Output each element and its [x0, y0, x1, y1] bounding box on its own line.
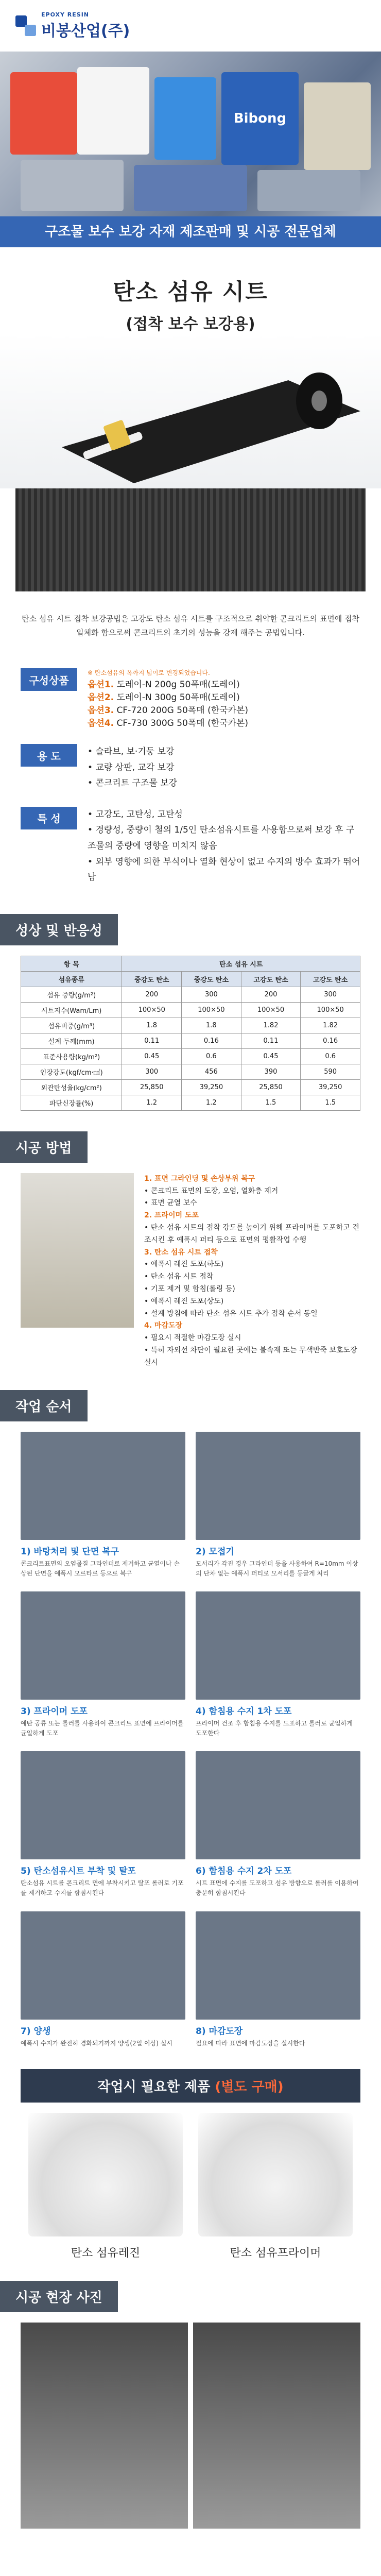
table-row: 인장강도(kgf/cm·㎟) 300 456 390 590: [21, 1064, 360, 1079]
composition-list: [88, 668, 360, 728]
process-step: [21, 1432, 185, 1579]
process-step-desc: 모서리가 각진 경우 그라인더 등을 사용하여 R=10mm 이상의 단차 없는 예폭시 퍼티로 모서리를 둥글게 처리: [196, 1560, 358, 1577]
site-photos: [21, 2323, 360, 2529]
product-title: 탄소 섬유 시트: [113, 279, 268, 305]
site-title: 시공 현장 사진: [0, 2281, 118, 2312]
usage-item: • 교량 상판, 교각 보강: [88, 762, 175, 773]
brand-label: Bibong: [221, 72, 299, 165]
process-step-photo: [196, 1911, 360, 2020]
product-item: 탄소 섬유레진: [28, 2113, 183, 2260]
table-row: 표준사용량(kg/m²) 0.45 0.6 0.45 0.6: [21, 1048, 360, 1064]
method-step-item: • 표면 균열 보수: [144, 1199, 197, 1208]
product-subtitle: (접착 보수 보강용): [126, 315, 255, 333]
feature-item: • 경량성, 중량이 철의 1/5인 탄소섬유시트를 사용함으로써 보강 후 구조물의 중량에 영향을 미치지 않음: [88, 825, 355, 851]
features-section: [0, 799, 381, 893]
process-step-photo: [196, 1591, 360, 1700]
option-item: 옵션3. CF-720 200G 50폭매 (한국카본): [88, 705, 249, 716]
table-row: 외관탄성율(kg/cm²) 25,850 39,250 25,850 39,250: [21, 1079, 360, 1095]
process-step-photo: [21, 1911, 185, 2020]
resin-image: [28, 2113, 183, 2236]
process-step-title: 3) 프라이머 도포: [21, 1706, 88, 1717]
fabric-closeup-photo: [15, 488, 366, 591]
process-step-desc: 필요에 따라 표면에 마감도장을 실시한다: [196, 2039, 305, 2047]
site-photo: [193, 2323, 360, 2529]
banner-photo: [0, 52, 381, 216]
logo: [41, 11, 130, 41]
process-step: [21, 1591, 185, 1738]
method-step-title: 3. 탄소 섬유 시트 접착: [144, 1248, 218, 1257]
process-step-desc: 예폭시 수지가 완전히 경화되기까지 양생(2일 이상) 실시: [21, 2039, 172, 2047]
page-spacer: [0, 2529, 381, 2576]
carbon-roll-image: [0, 334, 381, 488]
table-row: 섬유비중(g/m³) 1.8 1.8 1.82 1.82: [21, 1018, 360, 1033]
method-step-title: 1. 표면 그라인딩 및 손상부위 복구: [144, 1174, 255, 1183]
roll-photo: [0, 334, 381, 488]
process-step: [196, 1911, 360, 2048]
properties-title: 성상 및 반응성: [0, 914, 118, 945]
process-step-desc: 탄소섬유 시트를 콘크리트 면에 부착시키고 탈포 롤러로 기포를 제거하고 수지를 함침시킨다: [21, 1879, 184, 1897]
process-step-title: 4) 함침용 수지 1차 도포: [196, 1706, 292, 1717]
table-row: 섬유 중량(g/m²) 200 300 200 300: [21, 987, 360, 1002]
method-step-item: • 필요시 적절한 마감도장 실시: [144, 1334, 241, 1343]
site-photo: [21, 2323, 188, 2529]
process-step-desc: 예탄 공류 또는 롤러를 사용하여 콘크리트 표면에 프라이머를 균일하게 도포: [21, 1719, 184, 1737]
process-steps: [21, 1432, 360, 2048]
method-step-item: • 예폭시 레진 도포(하도): [144, 1260, 224, 1269]
product-item: 탄소 섬유프라이머: [198, 2113, 353, 2260]
option-item: 옵션2. 도레이-N 300g 50폭매(도레이): [88, 692, 240, 703]
company-name: 비봉산업(주): [41, 22, 130, 40]
usage-label: 용 도: [21, 744, 77, 767]
method-title: 시공 방법: [0, 1131, 88, 1163]
method-section: [21, 1173, 360, 1369]
table-head-item: 항 목: [21, 956, 122, 971]
option-item: 옵션4. CF-730 300G 50폭매 (한국카본): [88, 718, 249, 728]
process-step-desc: 콘크리트표면의 오염물질 그라인더로 제거하고 균열이나 손상된 단면을 예폭시 모르타르 등으로 복구: [21, 1560, 180, 1577]
method-step-item: • 예폭시 레진 도포(상도): [144, 1297, 224, 1306]
usage-item: • 콘크리트 구조물 보강: [88, 778, 178, 789]
process-title: 작업 순서: [0, 1390, 88, 1421]
header: [0, 0, 381, 52]
usage-item: • 슬라브, 보·기둥 보강: [88, 747, 175, 757]
process-step-title: 8) 마감도장: [196, 2026, 243, 2037]
method-step-item: • 탄소 섬유 시트의 접착 강도를 높이기 위해 프라이머를 도포하고 건조시킨 후 예폭시 퍼티 등으로 표면의 평활작업 수행: [144, 1223, 359, 1244]
composition-section: [0, 660, 381, 736]
method-photo: [21, 1173, 134, 1328]
process-step-desc: 시트 표면에 수지를 도포하고 섬유 방향으로 롤러를 이용하여 충분히 함침시킨다: [196, 1879, 359, 1897]
process-step-title: 6) 함침용 수지 2차 도포: [196, 1866, 292, 1877]
method-list: [144, 1173, 360, 1369]
process-step-title: 1) 바탕처리 및 단면 복구: [21, 1546, 119, 1557]
option-item: 옵션1. 도레이-N 200g 50폭매(도레이): [88, 680, 240, 690]
method-step-item: • 설계 방침에 따라 탄소 섬유 시트 추가 접착 순서 동일: [144, 1309, 318, 1318]
process-step-photo: [196, 1751, 360, 1859]
method-step-title: 2. 프라이머 도포: [144, 1211, 199, 1220]
feature-item: • 고강도, 고탄성, 고탄성: [88, 809, 183, 820]
usage-section: [0, 736, 381, 799]
process-step: [196, 1591, 360, 1738]
method-step-item: • 특히 자외선 차단이 필요한 곳에는 불속재 또는 무색반죽 보호도장 실시: [144, 1346, 357, 1367]
process-step-desc: 프라이머 건조 후 함침용 수지를 도포하고 롤러로 균일하게 도포한다: [196, 1719, 353, 1737]
process-step-photo: [196, 1432, 360, 1540]
feature-item: • 외부 영향에 의한 부식이나 열화 현상이 없고 수지의 방수 효과가 뛰어남: [88, 856, 360, 883]
process-step-title: 5) 탄소섬유시트 부착 및 탈포: [21, 1866, 136, 1877]
needed-products: [0, 2113, 381, 2260]
company-en: EPOXY RESIN: [41, 11, 90, 18]
method-step-title: 4. 마감도장: [144, 1321, 183, 1330]
process-step: [21, 1751, 185, 1898]
table-head-group: 탄소 섬유 시트: [122, 956, 360, 971]
table-row: 시트지수(Wam/Lm) 100×50 100×50 100×50 100×50: [21, 1002, 360, 1018]
process-step-photo: [21, 1591, 185, 1700]
features-label: 특 성: [21, 807, 77, 829]
method-step-item: • 콘크리트 표면의 도장, 오염, 열화층 제거: [144, 1187, 279, 1195]
process-step: [196, 1432, 360, 1579]
company-tagline: 구조물 보수 보강 자재 제조판매 및 시공 전문업체: [0, 216, 381, 247]
process-step-title: 2) 모접기: [196, 1546, 234, 1557]
logo-icon: [15, 15, 36, 36]
process-step-title: 7) 양생: [21, 2026, 51, 2037]
product-description: 탄소 섬유 시트 접착 보강공법은 고강도 탄소 섬유 시트를 구조적으로 취약한 콘크리트의 표면에 접착 일체화 함으로써 콘크리트의 초기의 성능을 강제 해주는 공법입니다.: [21, 614, 360, 637]
composition-note: ※ 탄소섬유의 폭까지 넓이로 변경되었습니다.: [88, 669, 210, 676]
process-step: [21, 1911, 185, 2048]
process-step: [196, 1751, 360, 1898]
process-step-photo: [21, 1432, 185, 1540]
product-title-section: [0, 247, 381, 334]
process-step-photo: [21, 1751, 185, 1859]
properties-table: 항 목 탄소 섬유 시트 섬유종류 중강도 탄소 중강도 탄소 고강도 탄소 고강도 탄소 섬유 중량(g/m²) 200 300 200 300 시트지수(Wam/Lm) 100×50 100×50 100×50 100×50 섬유비중(g/m³) 1.8 1.8 1.82 1.82 설계 두께(mm) 0.11 0.16 0.11 0.16 표준사용량(kg/m²) 0.45 0.6 0.45 0.6 인장강도(kgf/cm·㎟) 300 456 390 590 외관탄성율(kg/cm²) 25,850 39,250 25,850 39,250 파단신장률(%) 1.2 1.2 1.5 1.5: [21, 956, 360, 1111]
table-row: 설계 두께(mm) 0.11 0.16 0.11 0.16: [21, 1033, 360, 1048]
method-step-item: • 기포 제거 및 함침(롤링 등): [144, 1284, 235, 1293]
table-row: 파단신장률(%) 1.2 1.2 1.5 1.5: [21, 1095, 360, 1110]
method-step-item: • 탄소 섬유 시트 접착: [144, 1273, 214, 1281]
needed-products-title: 작업시 필요한 제품 (별도 구매): [21, 2069, 360, 2103]
primer-image: [198, 2113, 353, 2236]
composition-label: 구성상품: [21, 668, 77, 691]
